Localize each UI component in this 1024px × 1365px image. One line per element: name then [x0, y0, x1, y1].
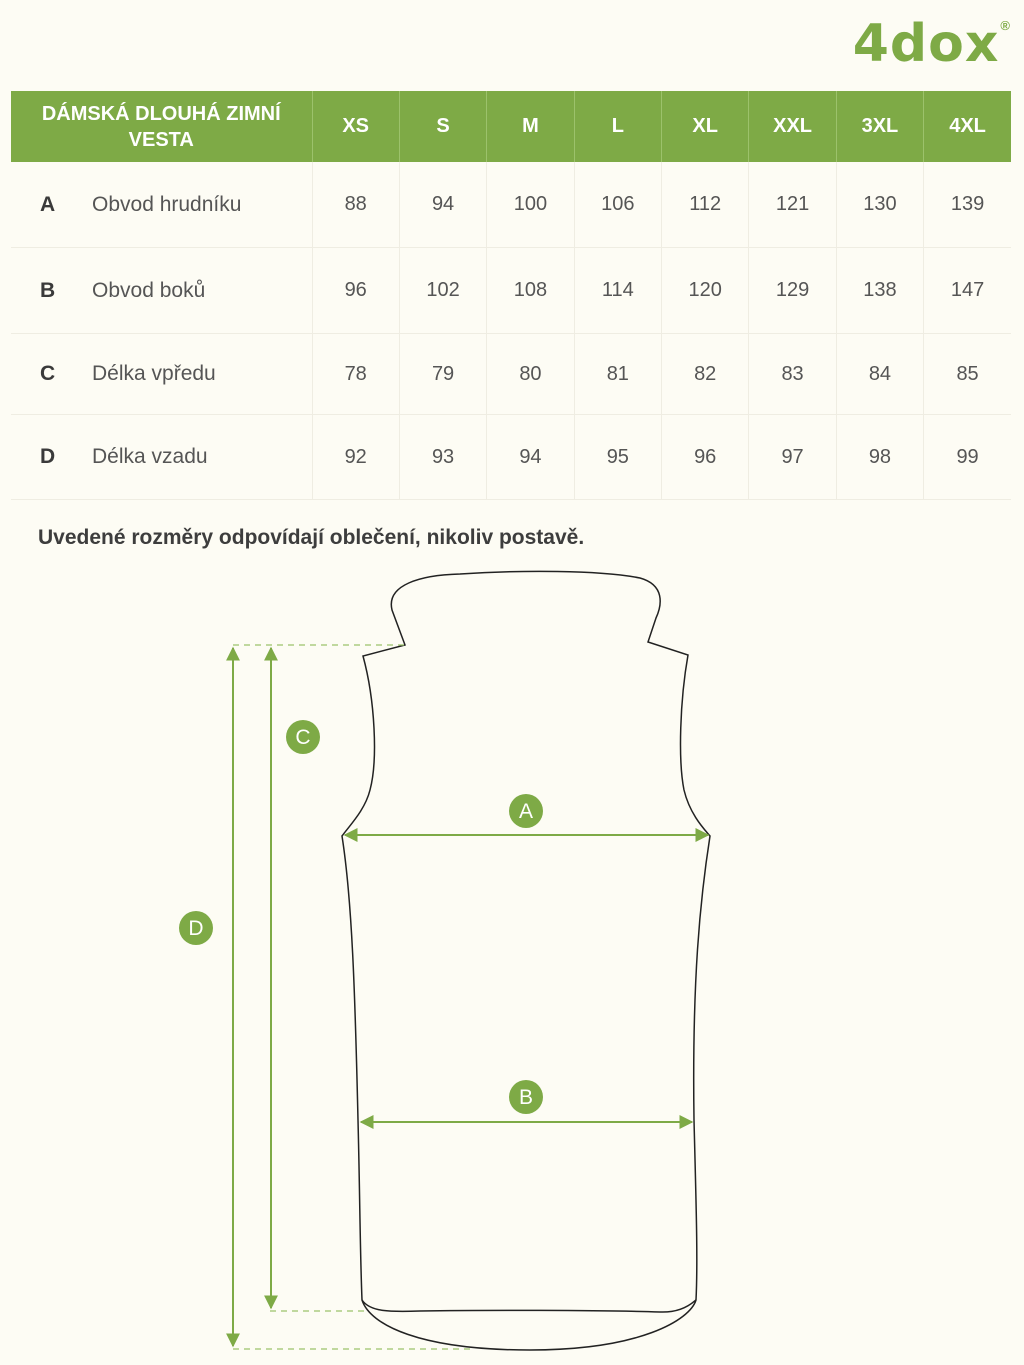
table-cell: 102 [399, 248, 486, 334]
row-name: Délka vpředu [92, 362, 216, 385]
row-letter: A [40, 192, 56, 216]
table-cell: 96 [662, 415, 749, 500]
badge-d-label: D [188, 917, 204, 940]
badge-c [286, 720, 320, 754]
table-cell: 96 [312, 248, 399, 334]
table-cell: 138 [836, 248, 923, 334]
row-name: Délka vzadu [92, 445, 208, 468]
table-cell: 106 [574, 162, 661, 248]
table-cell: 120 [662, 248, 749, 334]
table-header-title: DÁMSKÁ DLOUHÁ ZIMNÍ VESTA [11, 91, 312, 162]
table-cell: 112 [662, 162, 749, 248]
badge-a-label: A [518, 800, 534, 823]
table-cell: 139 [924, 162, 1011, 248]
table-cell: 95 [574, 415, 661, 500]
table-cell: 147 [924, 248, 1011, 334]
table-cell: 79 [399, 334, 486, 415]
table-cell: 121 [749, 162, 836, 248]
size-header-xxl: XXL [749, 91, 836, 162]
row-letter: D [40, 445, 56, 468]
row-name: Obvod boků [92, 278, 206, 302]
size-header-s: S [399, 91, 486, 162]
table-cell: 85 [924, 334, 1011, 415]
size-header-xl: XL [662, 91, 749, 162]
table-cell: 84 [836, 334, 923, 415]
table-cell: 94 [399, 162, 486, 248]
size-header-xs: XS [312, 91, 399, 162]
logo-text: 4dox [852, 14, 1000, 74]
table-cell: 78 [312, 334, 399, 415]
table-cell: 88 [312, 162, 399, 248]
table-cell: 82 [662, 334, 749, 415]
table-cell: 80 [487, 334, 574, 415]
table-cell: 94 [487, 415, 574, 500]
measurement-note: Uvedené rozměry odpovídají oblečení, nikoliv postavě. [38, 526, 585, 549]
size-header-m: M [487, 91, 574, 162]
badge-b [509, 1080, 543, 1114]
row-letter: B [40, 278, 56, 302]
badge-b-label: B [518, 1086, 534, 1109]
table-cell: 100 [487, 162, 574, 248]
size-header-3xl: 3XL [836, 91, 923, 162]
row-name: Obvod hrudníku [92, 192, 242, 216]
badge-d [179, 911, 213, 945]
table-cell: 97 [749, 415, 836, 500]
table-cell: 93 [399, 415, 486, 500]
table-cell: 130 [836, 162, 923, 248]
badge-c-label: C [295, 726, 311, 749]
table-cell: 129 [749, 248, 836, 334]
table-cell: 108 [487, 248, 574, 334]
registered-mark: ® [1000, 18, 1010, 33]
table-cell: 114 [574, 248, 661, 334]
badge-a [509, 794, 543, 828]
vest-outline [342, 571, 710, 1350]
vest-hem-line [362, 1300, 696, 1312]
table-cell: 83 [749, 334, 836, 415]
table-cell: 99 [924, 415, 1011, 500]
table-cell: 81 [574, 334, 661, 415]
row-letter: C [40, 362, 56, 385]
size-header-4xl: 4XL [924, 91, 1011, 162]
table-cell: 98 [836, 415, 923, 500]
table-cell: 92 [312, 415, 399, 500]
size-header-l: L [574, 91, 661, 162]
